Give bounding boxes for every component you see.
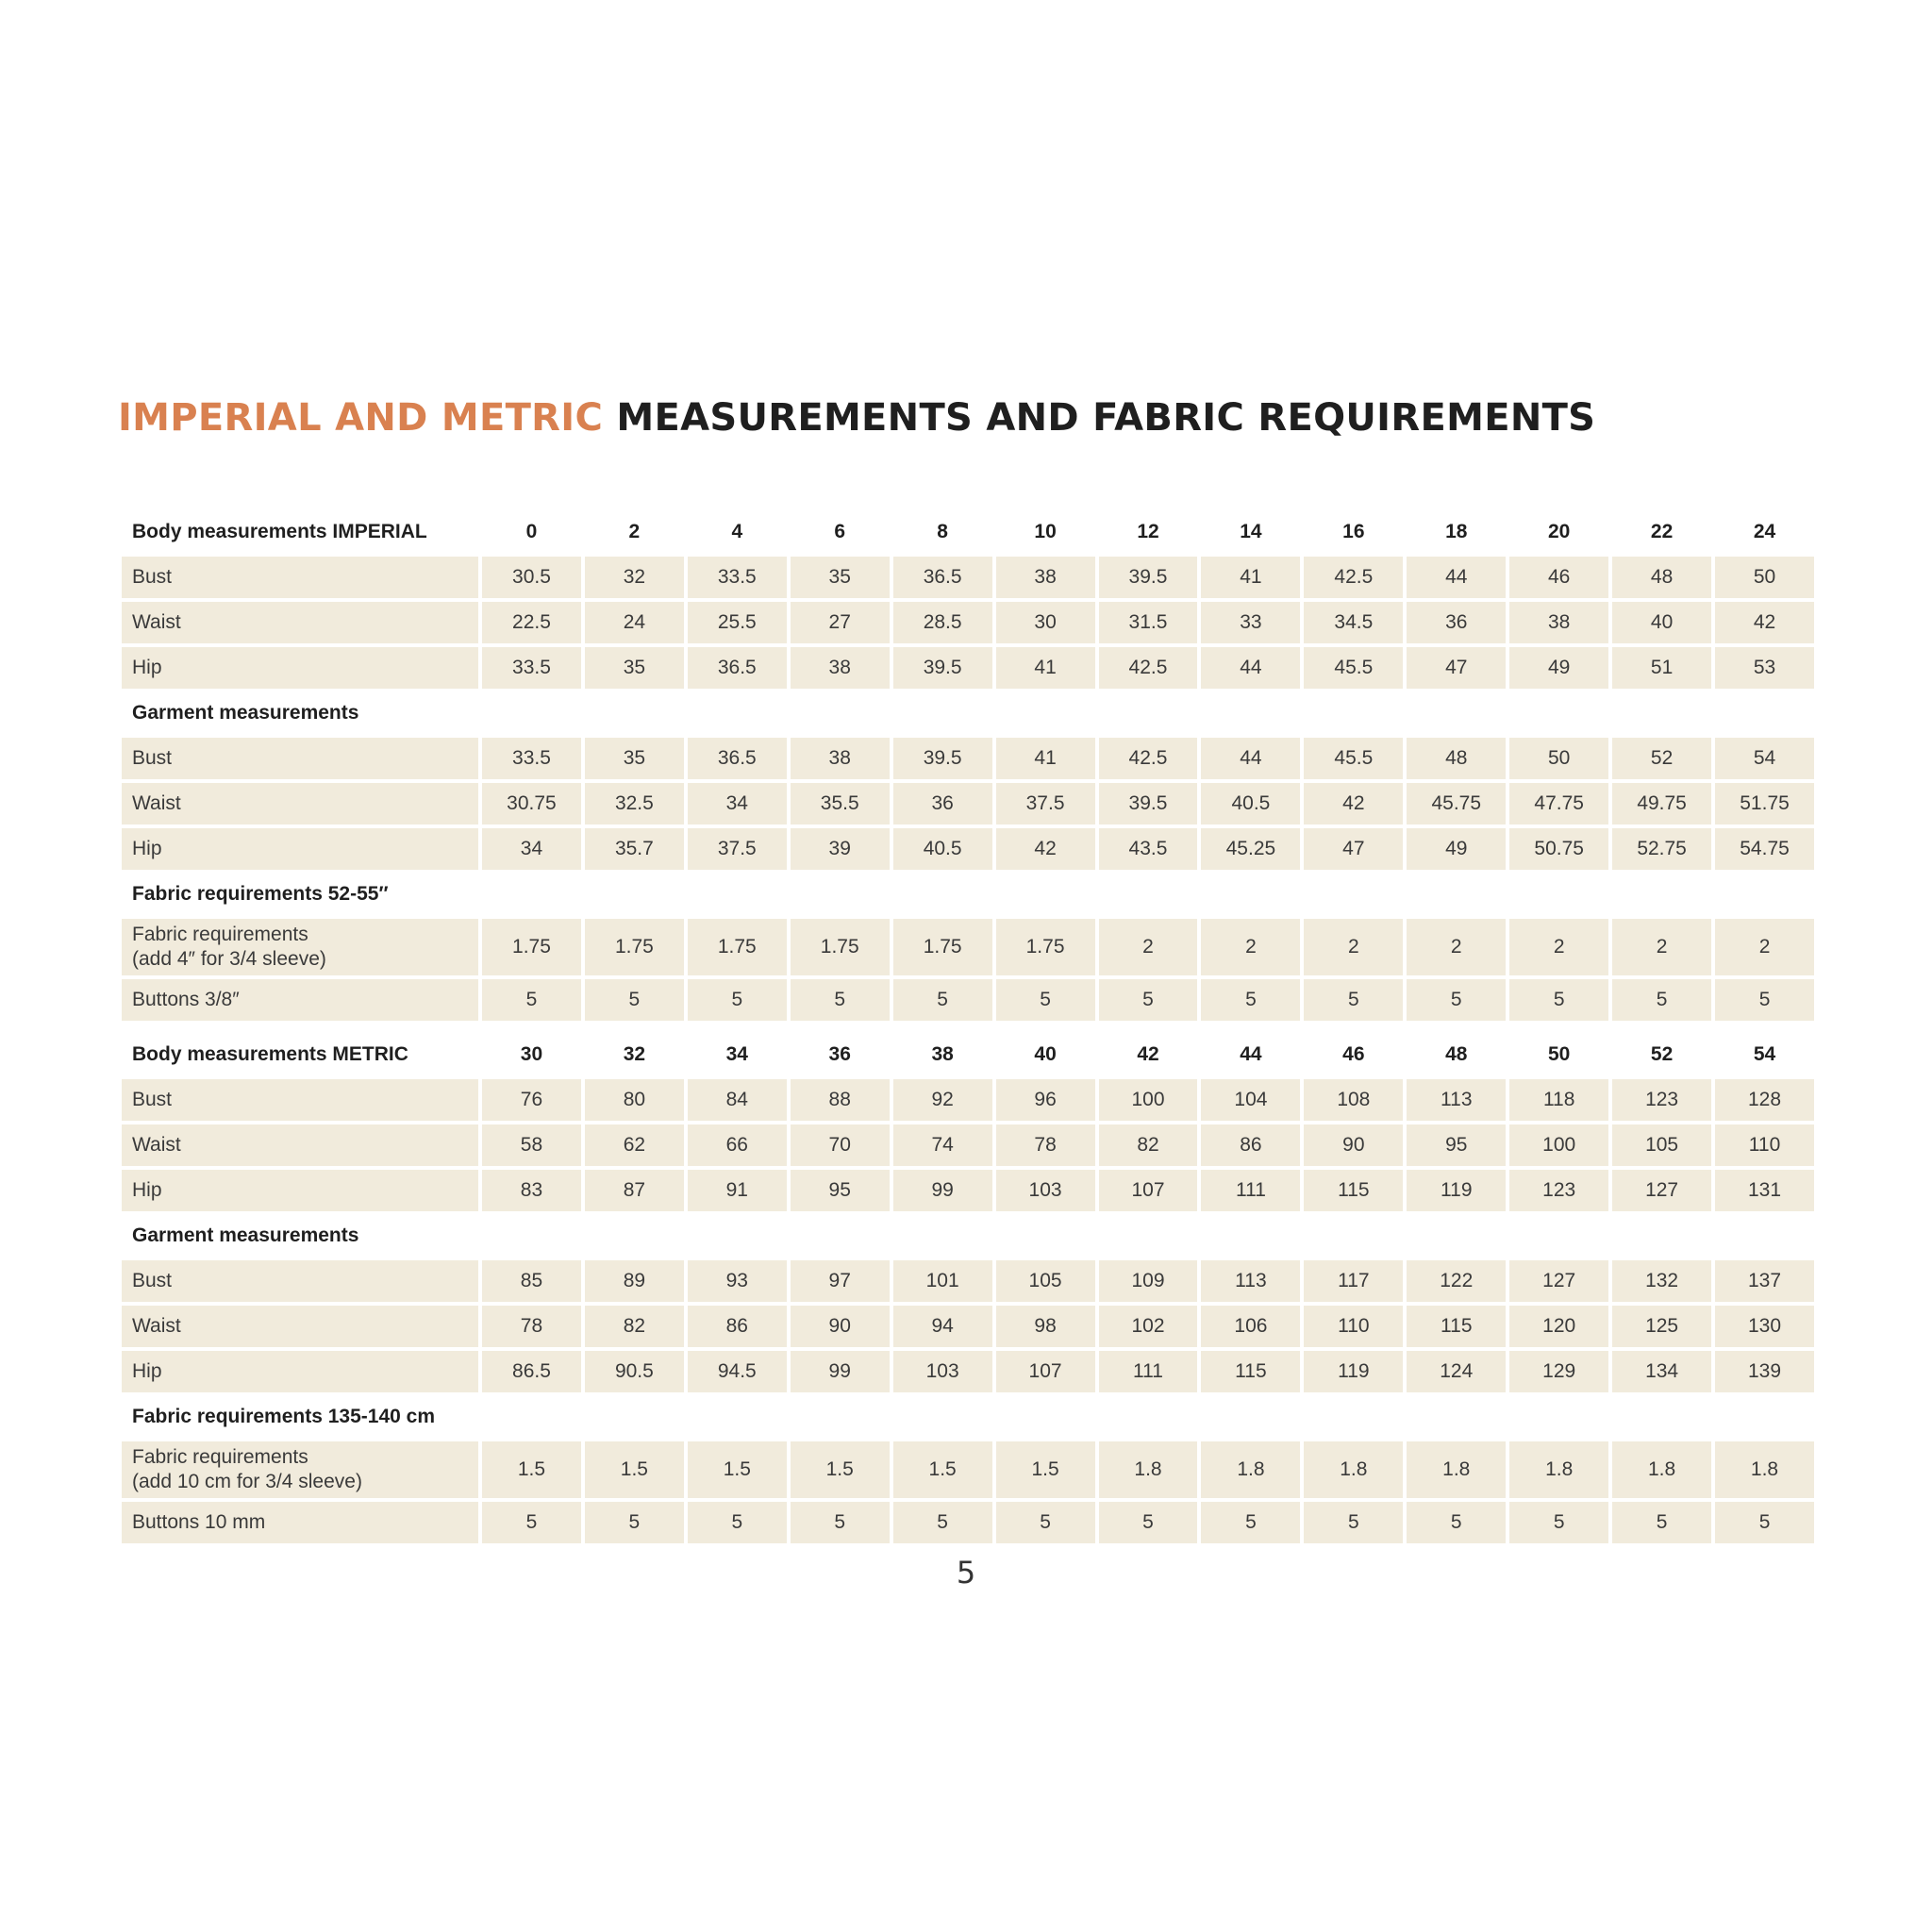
value-cell: 115 <box>1304 1170 1403 1211</box>
value-cell: 1.8 <box>1304 1441 1403 1498</box>
value-cell: 2 <box>1715 919 1814 975</box>
section-spacer <box>482 1396 1814 1438</box>
value-cell: 127 <box>1509 1260 1608 1302</box>
table-row <box>122 1124 1814 1166</box>
value-cell: 110 <box>1304 1306 1403 1347</box>
value-cell: 1.5 <box>585 1441 684 1498</box>
value-cell: 5 <box>585 1502 684 1543</box>
size-header-cell: 36 <box>828 1043 851 1065</box>
value-cell: 31.5 <box>1099 602 1198 643</box>
section-header: Body measurements METRIC <box>132 1043 408 1065</box>
value-cell: 38 <box>791 738 890 779</box>
value-cell: 50 <box>1715 557 1814 598</box>
value-cell: 42.5 <box>1099 738 1198 779</box>
value-cell: 5 <box>585 979 684 1021</box>
value-cell: 49 <box>1407 828 1506 870</box>
value-cell: 95 <box>1407 1124 1506 1166</box>
value-cell: 124 <box>1407 1351 1506 1392</box>
value-cell: 33.5 <box>482 647 581 689</box>
value-cell: 1.8 <box>1099 1441 1198 1498</box>
table-row <box>122 1441 1814 1498</box>
value-cell: 70 <box>791 1124 890 1166</box>
value-cell: 119 <box>1304 1351 1403 1392</box>
size-header-cell: 18 <box>1445 521 1468 542</box>
value-cell: 43.5 <box>1099 828 1198 870</box>
row-label: Hip <box>122 647 478 689</box>
value-cell: 45.5 <box>1304 738 1403 779</box>
row-label: Waist <box>122 602 478 643</box>
value-cell: 2 <box>1201 919 1300 975</box>
value-cell: 36.5 <box>688 738 787 779</box>
value-cell: 1.8 <box>1509 1441 1608 1498</box>
value-cell: 5 <box>1201 1502 1300 1543</box>
value-cell: 105 <box>996 1260 1095 1302</box>
value-cell: 24 <box>585 602 684 643</box>
value-cell: 104 <box>1201 1079 1300 1121</box>
value-cell: 5 <box>1099 979 1198 1021</box>
value-cell: 45.75 <box>1407 783 1506 824</box>
value-cell: 1.8 <box>1612 1441 1711 1498</box>
value-cell: 130 <box>1715 1306 1814 1347</box>
value-cell: 1.75 <box>688 919 787 975</box>
value-cell: 44 <box>1201 647 1300 689</box>
section-header: Body measurements IMPERIAL <box>132 521 427 542</box>
value-cell: 102 <box>1099 1306 1198 1347</box>
value-cell: 5 <box>1612 1502 1711 1543</box>
value-cell: 35.5 <box>791 783 890 824</box>
value-cell: 51.75 <box>1715 783 1814 824</box>
value-cell: 35 <box>585 738 684 779</box>
value-cell: 90.5 <box>585 1351 684 1392</box>
size-header-cell: 12 <box>1137 521 1159 542</box>
size-header-cell: 0 <box>525 521 538 542</box>
value-cell: 1.5 <box>482 1441 581 1498</box>
value-cell: 128 <box>1715 1079 1814 1121</box>
section-header-row <box>122 692 1814 734</box>
value-cell: 50.75 <box>1509 828 1608 870</box>
table-row <box>122 1502 1814 1543</box>
value-cell: 42 <box>996 828 1095 870</box>
section-header-row <box>122 1396 1814 1438</box>
value-cell: 83 <box>482 1170 581 1211</box>
table-row <box>122 647 1814 689</box>
value-cell: 44 <box>1407 557 1506 598</box>
value-cell: 91 <box>688 1170 787 1211</box>
value-cell: 53 <box>1715 647 1814 689</box>
value-cell: 5 <box>996 979 1095 1021</box>
section-header-row <box>122 1215 1814 1257</box>
value-cell: 52.75 <box>1612 828 1711 870</box>
value-cell: 41 <box>996 647 1095 689</box>
value-cell: 78 <box>482 1306 581 1347</box>
value-cell: 42.5 <box>1099 647 1198 689</box>
value-cell: 88 <box>791 1079 890 1121</box>
value-cell: 120 <box>1509 1306 1608 1347</box>
value-cell: 1.5 <box>791 1441 890 1498</box>
metric-table <box>118 1030 1818 1547</box>
value-cell: 106 <box>1201 1306 1300 1347</box>
value-cell: 90 <box>1304 1124 1403 1166</box>
table-row <box>122 1170 1814 1211</box>
value-cell: 122 <box>1407 1260 1506 1302</box>
value-cell: 32.5 <box>585 783 684 824</box>
value-cell: 89 <box>585 1260 684 1302</box>
table-row <box>122 783 1814 824</box>
value-cell: 107 <box>996 1351 1095 1392</box>
value-cell: 38 <box>1509 602 1608 643</box>
size-header-cell: 22 <box>1650 521 1674 542</box>
value-cell: 132 <box>1612 1260 1711 1302</box>
value-cell: 5 <box>1715 1502 1814 1543</box>
value-cell: 36 <box>1407 602 1506 643</box>
value-cell: 66 <box>688 1124 787 1166</box>
value-cell: 46 <box>1509 557 1608 598</box>
value-cell: 54.75 <box>1715 828 1814 870</box>
value-cell: 45.5 <box>1304 647 1403 689</box>
value-cell: 139 <box>1715 1351 1814 1392</box>
value-cell: 39.5 <box>1099 783 1198 824</box>
value-cell: 1.75 <box>996 919 1095 975</box>
value-cell: 47 <box>1304 828 1403 870</box>
row-label <box>122 1441 478 1498</box>
table-row <box>122 1260 1814 1302</box>
value-cell: 35 <box>585 647 684 689</box>
value-cell: 30 <box>996 602 1095 643</box>
value-cell: 137 <box>1715 1260 1814 1302</box>
value-cell: 100 <box>1099 1079 1198 1121</box>
value-cell: 98 <box>996 1306 1095 1347</box>
size-header-cell: 10 <box>1034 521 1057 542</box>
value-cell: 5 <box>1715 979 1814 1021</box>
table-row <box>122 1079 1814 1121</box>
value-cell: 108 <box>1304 1079 1403 1121</box>
value-cell: 105 <box>1612 1124 1711 1166</box>
row-label: Hip <box>122 828 478 870</box>
value-cell: 33 <box>1201 602 1300 643</box>
section-spacer <box>482 874 1814 915</box>
value-cell: 1.5 <box>688 1441 787 1498</box>
size-header-cell: 16 <box>1342 521 1365 542</box>
value-cell: 5 <box>1407 1502 1506 1543</box>
value-cell: 62 <box>585 1124 684 1166</box>
row-label: Hip <box>122 1170 478 1211</box>
size-header-cell: 30 <box>520 1043 543 1065</box>
value-cell: 40 <box>1612 602 1711 643</box>
value-cell: 103 <box>893 1351 992 1392</box>
size-header-row <box>122 511 1814 553</box>
row-label: Waist <box>122 1124 478 1166</box>
page-title <box>118 396 1595 440</box>
value-cell: 47 <box>1407 647 1506 689</box>
value-cell: 5 <box>1304 979 1403 1021</box>
page-number: 5 <box>956 1555 976 1591</box>
size-header-cell: 20 <box>1548 521 1571 542</box>
title-main: MEASUREMENTS AND FABRIC REQUIREMENTS <box>616 396 1596 440</box>
value-cell: 28.5 <box>893 602 992 643</box>
section-header-row <box>122 874 1814 915</box>
value-cell: 113 <box>1201 1260 1300 1302</box>
value-cell: 1.5 <box>893 1441 992 1498</box>
size-header-cell: 44 <box>1240 1043 1262 1065</box>
value-cell: 51 <box>1612 647 1711 689</box>
row-label: Buttons 3/8″ <box>122 979 478 1021</box>
value-cell: 42.5 <box>1304 557 1403 598</box>
row-label: Bust <box>122 1079 478 1121</box>
row-label: Buttons 10 mm <box>122 1502 478 1543</box>
value-cell: 2 <box>1407 919 1506 975</box>
value-cell: 80 <box>585 1079 684 1121</box>
value-cell: 103 <box>996 1170 1095 1211</box>
section-header: Garment measurements <box>132 1224 359 1246</box>
value-cell: 1.75 <box>482 919 581 975</box>
value-cell: 37.5 <box>688 828 787 870</box>
row-label: Waist <box>122 1306 478 1347</box>
value-cell: 40.5 <box>1201 783 1300 824</box>
value-cell: 25.5 <box>688 602 787 643</box>
value-cell: 47.75 <box>1509 783 1608 824</box>
row-label <box>122 919 478 975</box>
row-label: Hip <box>122 1351 478 1392</box>
value-cell: 95 <box>791 1170 890 1211</box>
value-cell: 58 <box>482 1124 581 1166</box>
value-cell: 118 <box>1509 1079 1608 1121</box>
table-row <box>122 979 1814 1021</box>
value-cell: 36.5 <box>893 557 992 598</box>
value-cell: 5 <box>1509 979 1608 1021</box>
value-cell: 44 <box>1201 738 1300 779</box>
value-cell: 38 <box>996 557 1095 598</box>
value-cell: 97 <box>791 1260 890 1302</box>
value-cell: 86.5 <box>482 1351 581 1392</box>
value-cell: 32 <box>585 557 684 598</box>
value-cell: 82 <box>1099 1124 1198 1166</box>
value-cell: 30.5 <box>482 557 581 598</box>
value-cell: 5 <box>688 1502 787 1543</box>
row-label-line1: Fabric requirements <box>132 1446 308 1468</box>
value-cell: 38 <box>791 647 890 689</box>
value-cell: 36 <box>893 783 992 824</box>
table-row <box>122 557 1814 598</box>
value-cell: 1.8 <box>1715 1441 1814 1498</box>
table-row <box>122 1306 1814 1347</box>
value-cell: 34.5 <box>1304 602 1403 643</box>
value-cell: 39 <box>791 828 890 870</box>
value-cell: 125 <box>1612 1306 1711 1347</box>
size-header-cell: 54 <box>1753 1043 1776 1065</box>
value-cell: 33.5 <box>688 557 787 598</box>
value-cell: 92 <box>893 1079 992 1121</box>
value-cell: 96 <box>996 1079 1095 1121</box>
table-row <box>122 828 1814 870</box>
value-cell: 76 <box>482 1079 581 1121</box>
size-header-cell: 6 <box>834 521 846 542</box>
value-cell: 87 <box>585 1170 684 1211</box>
value-cell: 74 <box>893 1124 992 1166</box>
section-header: Garment measurements <box>132 702 359 724</box>
section-spacer <box>482 1215 1814 1257</box>
value-cell: 5 <box>1201 979 1300 1021</box>
row-label: Bust <box>122 557 478 598</box>
size-header-row <box>122 1034 1814 1075</box>
value-cell: 109 <box>1099 1260 1198 1302</box>
value-cell: 42 <box>1304 783 1403 824</box>
value-cell: 123 <box>1509 1170 1608 1211</box>
value-cell: 123 <box>1612 1079 1711 1121</box>
value-cell: 41 <box>996 738 1095 779</box>
size-header-cell: 32 <box>623 1043 646 1065</box>
value-cell: 5 <box>1509 1502 1608 1543</box>
value-cell: 94 <box>893 1306 992 1347</box>
value-cell: 34 <box>688 783 787 824</box>
size-header-cell: 8 <box>937 521 948 542</box>
value-cell: 2 <box>1612 919 1711 975</box>
value-cell: 1.5 <box>996 1441 1095 1498</box>
value-cell: 99 <box>791 1351 890 1392</box>
row-label-line1: Fabric requirements <box>132 924 308 945</box>
value-cell: 52 <box>1612 738 1711 779</box>
value-cell: 50 <box>1509 738 1608 779</box>
value-cell: 1.8 <box>1407 1441 1506 1498</box>
value-cell: 27 <box>791 602 890 643</box>
size-header-cell: 38 <box>931 1043 954 1065</box>
value-cell: 134 <box>1612 1351 1711 1392</box>
size-header-cell: 2 <box>628 521 641 542</box>
size-header-cell: 4 <box>731 521 743 542</box>
value-cell: 22.5 <box>482 602 581 643</box>
value-cell: 49 <box>1509 647 1608 689</box>
value-cell: 5 <box>688 979 787 1021</box>
value-cell: 115 <box>1201 1351 1300 1392</box>
value-cell: 39.5 <box>893 738 992 779</box>
value-cell: 84 <box>688 1079 787 1121</box>
value-cell: 113 <box>1407 1079 1506 1121</box>
value-cell: 5 <box>482 1502 581 1543</box>
value-cell: 48 <box>1407 738 1506 779</box>
value-cell: 1.75 <box>893 919 992 975</box>
size-header-cell: 52 <box>1650 1043 1674 1065</box>
value-cell: 119 <box>1407 1170 1506 1211</box>
value-cell: 5 <box>1099 1502 1198 1543</box>
value-cell: 99 <box>893 1170 992 1211</box>
value-cell: 117 <box>1304 1260 1403 1302</box>
value-cell: 34 <box>482 828 581 870</box>
value-cell: 131 <box>1715 1170 1814 1211</box>
table-row <box>122 602 1814 643</box>
table-row <box>122 919 1814 975</box>
value-cell: 5 <box>1612 979 1711 1021</box>
value-cell: 129 <box>1509 1351 1608 1392</box>
value-cell: 5 <box>791 979 890 1021</box>
value-cell: 48 <box>1612 557 1711 598</box>
value-cell: 110 <box>1715 1124 1814 1166</box>
row-label-line2: (add 4″ for 3/4 sleeve) <box>132 948 326 970</box>
value-cell: 111 <box>1099 1351 1198 1392</box>
value-cell: 2 <box>1099 919 1198 975</box>
row-label-line2: (add 10 cm for 3/4 sleeve) <box>132 1471 362 1492</box>
size-header-cell: 42 <box>1137 1043 1159 1065</box>
value-cell: 54 <box>1715 738 1814 779</box>
size-header-cell: 46 <box>1342 1043 1365 1065</box>
size-header-cell: 14 <box>1240 521 1262 542</box>
value-cell: 5 <box>996 1502 1095 1543</box>
value-cell: 39.5 <box>893 647 992 689</box>
value-cell: 39.5 <box>1099 557 1198 598</box>
section-header: Fabric requirements 52-55″ <box>132 883 389 905</box>
value-cell: 36.5 <box>688 647 787 689</box>
value-cell: 2 <box>1509 919 1608 975</box>
value-cell: 101 <box>893 1260 992 1302</box>
value-cell: 5 <box>893 1502 992 1543</box>
value-cell: 94.5 <box>688 1351 787 1392</box>
row-label: Bust <box>122 738 478 779</box>
value-cell: 1.75 <box>585 919 684 975</box>
size-header-cell: 24 <box>1753 521 1776 542</box>
value-cell: 5 <box>1407 979 1506 1021</box>
value-cell: 2 <box>1304 919 1403 975</box>
size-header-cell: 34 <box>725 1043 748 1065</box>
value-cell: 111 <box>1201 1170 1300 1211</box>
table-row <box>122 738 1814 779</box>
value-cell: 100 <box>1509 1124 1608 1166</box>
value-cell: 85 <box>482 1260 581 1302</box>
imperial-table <box>118 508 1818 1024</box>
value-cell: 82 <box>585 1306 684 1347</box>
value-cell: 49.75 <box>1612 783 1711 824</box>
size-header-cell: 48 <box>1445 1043 1468 1065</box>
value-cell: 33.5 <box>482 738 581 779</box>
value-cell: 35 <box>791 557 890 598</box>
row-label: Bust <box>122 1260 478 1302</box>
value-cell: 5 <box>482 979 581 1021</box>
value-cell: 115 <box>1407 1306 1506 1347</box>
value-cell: 86 <box>1201 1124 1300 1166</box>
value-cell: 45.25 <box>1201 828 1300 870</box>
section-header: Fabric requirements 135-140 cm <box>132 1406 435 1427</box>
value-cell: 42 <box>1715 602 1814 643</box>
value-cell: 1.75 <box>791 919 890 975</box>
value-cell: 37.5 <box>996 783 1095 824</box>
value-cell: 1.8 <box>1201 1441 1300 1498</box>
value-cell: 86 <box>688 1306 787 1347</box>
value-cell: 41 <box>1201 557 1300 598</box>
value-cell: 90 <box>791 1306 890 1347</box>
section-spacer <box>482 692 1814 734</box>
value-cell: 5 <box>1304 1502 1403 1543</box>
value-cell: 93 <box>688 1260 787 1302</box>
size-header-cell: 40 <box>1034 1043 1057 1065</box>
title-accent: IMPERIAL AND METRIC <box>118 396 604 440</box>
value-cell: 78 <box>996 1124 1095 1166</box>
row-label: Waist <box>122 783 478 824</box>
value-cell: 5 <box>893 979 992 1021</box>
value-cell: 107 <box>1099 1170 1198 1211</box>
value-cell: 127 <box>1612 1170 1711 1211</box>
value-cell: 30.75 <box>482 783 581 824</box>
value-cell: 35.7 <box>585 828 684 870</box>
size-header-cell: 50 <box>1548 1043 1571 1065</box>
value-cell: 40.5 <box>893 828 992 870</box>
table-row <box>122 1351 1814 1392</box>
value-cell: 5 <box>791 1502 890 1543</box>
